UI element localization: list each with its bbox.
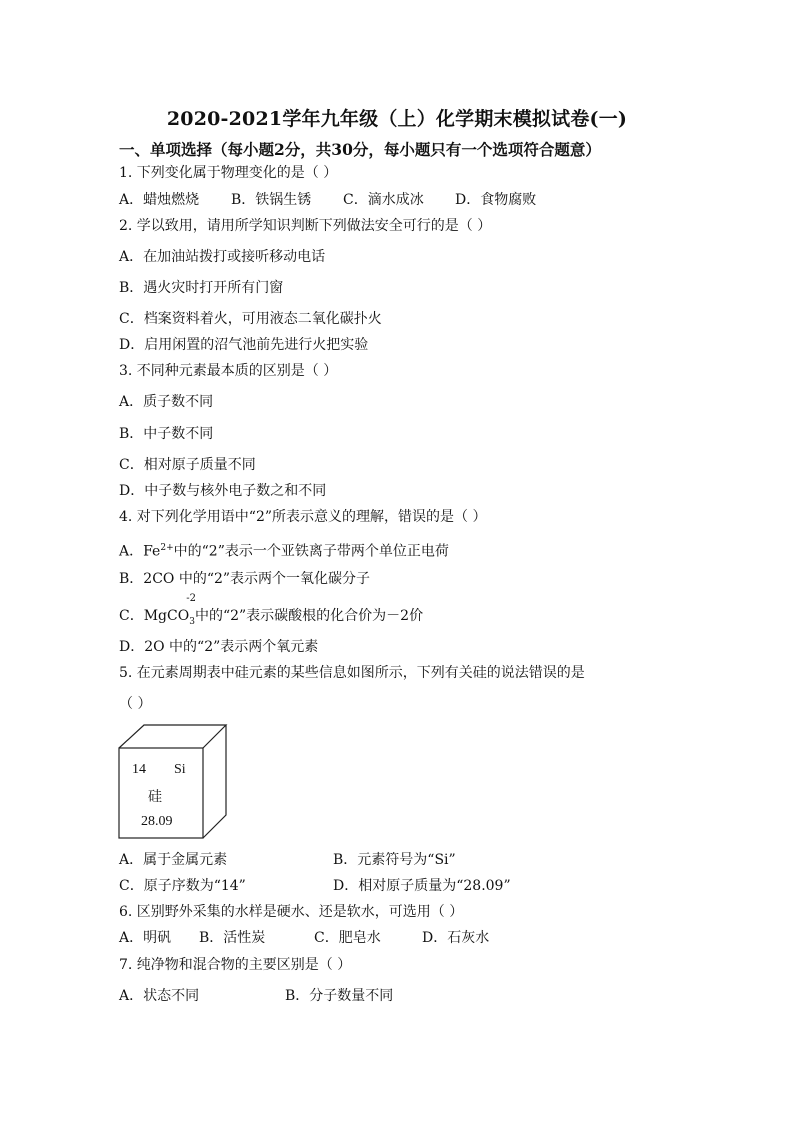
q4-a-text: 中的“2”表示一个亚铁离子带两个单位正电荷 (173, 543, 449, 560)
q6-option-a[interactable]: A．明矾 (119, 930, 172, 946)
question-5-stem: 5. 在元素周期表中硅元素的某些信息如图所示，下列有关硅的说法错误的是 (119, 665, 585, 681)
q1-option-a[interactable]: A．蜡烛燃烧 (119, 192, 200, 208)
q6-option-d[interactable]: D．石灰水 (422, 930, 490, 946)
question-5-options-row1 (119, 851, 456, 869)
q3-option-c[interactable]: C．相对原子质量不同 (119, 457, 256, 473)
q4-c-formula (143, 593, 196, 631)
q2-option-d[interactable]: D．启用闲置的沼气池前先进行火把实验 (119, 337, 369, 353)
question-7-stem: 7. 纯净物和混合物的主要区别是（ ） (119, 957, 352, 973)
silicon-element-cube-figure (118, 724, 228, 839)
q3-option-b[interactable]: B．中子数不同 (119, 426, 214, 442)
q4-option-c[interactable] (119, 593, 424, 631)
q5-option-d[interactable]: D．相对原子质量为“28.09” (333, 878, 511, 894)
cube-outline (118, 724, 228, 839)
question-1-stem: 1. 下列变化属于物理变化的是（ ） (119, 165, 338, 181)
q4-c-text: 中的“2”表示碳酸根的化合价为－2价 (194, 608, 424, 624)
exam-title: 2020-2021学年九年级（上）化学期末模拟试卷(一) (166, 108, 628, 130)
q5-option-a[interactable]: A．属于金属元素 (119, 852, 228, 868)
q6-option-b[interactable]: B．活性炭 (199, 930, 266, 946)
element-name: 硅 (148, 789, 162, 805)
q6-option-c[interactable]: C．肥皂水 (314, 930, 381, 946)
q7-option-a[interactable]: A．状态不同 (119, 988, 200, 1004)
question-5-stem-cont: （ ） (119, 696, 152, 712)
q4-c-subscript: 3 (189, 616, 195, 627)
q4-option-a[interactable] (119, 539, 449, 561)
question-5-options-row2 (119, 877, 511, 895)
q3-option-a[interactable]: A．质子数不同 (119, 394, 214, 410)
element-symbol: Si (174, 762, 186, 777)
atomic-number: 14 (132, 762, 146, 777)
q4-c-charge: -2 (186, 593, 196, 604)
question-2-stem: 2. 学以致用，请用所学知识判断下列做法安全可行的是（ ） (119, 218, 492, 234)
q4-a-prefix: A．Fe (119, 543, 161, 560)
q2-option-a[interactable]: A．在加油站拨打或接听移动电话 (119, 249, 326, 265)
q1-option-d[interactable]: D．食物腐败 (455, 192, 537, 208)
q1-option-b[interactable]: B．铁锅生锈 (231, 192, 312, 208)
question-3-stem: 3. 不同种元素最本质的区别是（ ） (119, 363, 338, 379)
q2-option-c[interactable]: C．档案资料着火，可用液态二氧化碳扑火 (119, 311, 382, 327)
q4-c-formula-main: MgCO (143, 608, 190, 624)
q4-option-b[interactable]: B．2CO 中的“2”表示两个一氧化碳分子 (119, 571, 371, 587)
q2-option-b[interactable]: B．遇火灾时打开所有门窗 (119, 280, 284, 296)
question-6-options (119, 929, 489, 947)
q1-option-c[interactable]: C．滴水成冰 (343, 192, 424, 208)
question-7-options (119, 987, 393, 1005)
atomic-mass: 28.09 (141, 814, 173, 829)
section-heading: 一、单项选择（每小题2分，共30分，每小题只有一个选项符合题意） (119, 140, 601, 159)
q5-option-b[interactable]: B．元素符号为“Si” (333, 852, 456, 868)
q5-option-c[interactable]: C．原子序数为“14” (119, 878, 246, 894)
q4-a-superscript: 2+ (160, 543, 174, 553)
question-6-stem: 6. 区别野外采集的水样是硬水、还是软水，可选用（ ） (119, 904, 464, 920)
q7-option-b[interactable]: B．分子数量不同 (285, 988, 394, 1004)
question-4-stem: 4. 对下列化学用语中“2”所表示意义的理解，错误的是（ ） (119, 509, 487, 525)
question-1-options (119, 191, 536, 209)
q4-option-d[interactable]: D．2O 中的“2”表示两个氧元素 (119, 639, 319, 655)
q3-option-d[interactable]: D．中子数与核外电子数之和不同 (119, 483, 327, 499)
q4-c-prefix: C． (119, 608, 144, 624)
